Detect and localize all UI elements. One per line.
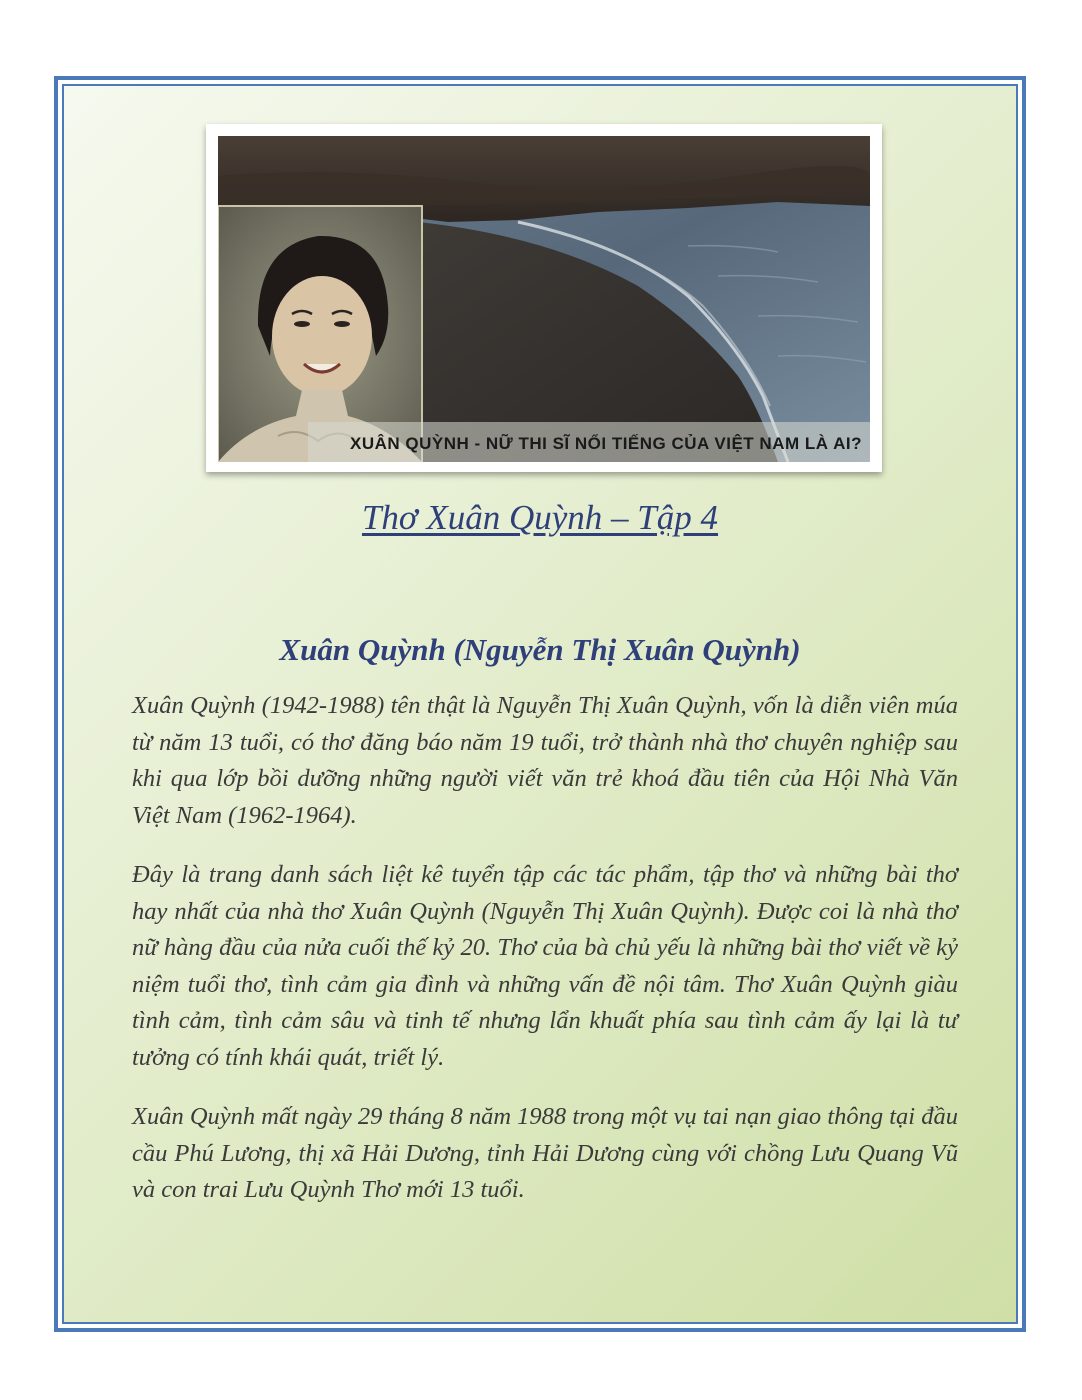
section-heading: Xuân Quỳnh (Nguyễn Thị Xuân Quỳnh)	[279, 632, 801, 667]
body-text	[132, 688, 958, 1232]
banner-caption: XUÂN QUỲNH - NỮ THI SĨ NỔI TIẾNG CỦA VIỆT NAM LÀ AI?	[349, 434, 862, 453]
banner-image	[206, 124, 882, 472]
paragraph-description: Đây là trang danh sách liệt kê tuyển tập các tác phẩm, tập thơ và những bài thơ hay nhất của nhà thơ Xuân Quỳnh (Nguyễn Thị Xuân Quỳnh). Được coi là nhà thơ nữ hàng đầu của nửa cuối thế kỷ 20. Thơ của bà chủ yếu là những bài thơ viết về kỷ niệm tuổi thơ, tình cảm gia đình và những vấn đề nội tâm. Thơ Xuân Quỳnh giàu tình cảm, tình cảm sâu và tinh tế nhưng lẩn khuất phía sau tình cảm ấy lại là tư tưởng có tính khái quát, triết lý.	[132, 861, 958, 1071]
banner-photo	[218, 136, 870, 462]
paragraph-death: Xuân Quỳnh mất ngày 29 tháng 8 năm 1988 trong một vụ tai nạn giao thông tại đầu cầu Phú Lương, thị xã Hải Dương, tỉnh Hải Dương cùng với chồng Lưu Quang Vũ và con trai Lưu Quỳnh Thơ mới 13 tuổi.	[132, 1103, 958, 1203]
page-content	[62, 84, 1018, 1324]
document-title: Thơ Xuân Quỳnh – Tập 4	[361, 498, 719, 537]
paragraph-biography: Xuân Quỳnh (1942-1988) tên thật là Nguyễn Thị Xuân Quỳnh, vốn là diễn viên múa từ năm 13 tuổi, có thơ đăng báo năm 19 tuổi, trở thành nhà thơ chuyên nghiệp sau khi qua lớp bồi dưỡng những người viết văn trẻ khoá đầu tiên của Hội Nhà Văn Việt Nam (1962-1964).	[132, 692, 958, 829]
page-frame	[54, 76, 1026, 1332]
